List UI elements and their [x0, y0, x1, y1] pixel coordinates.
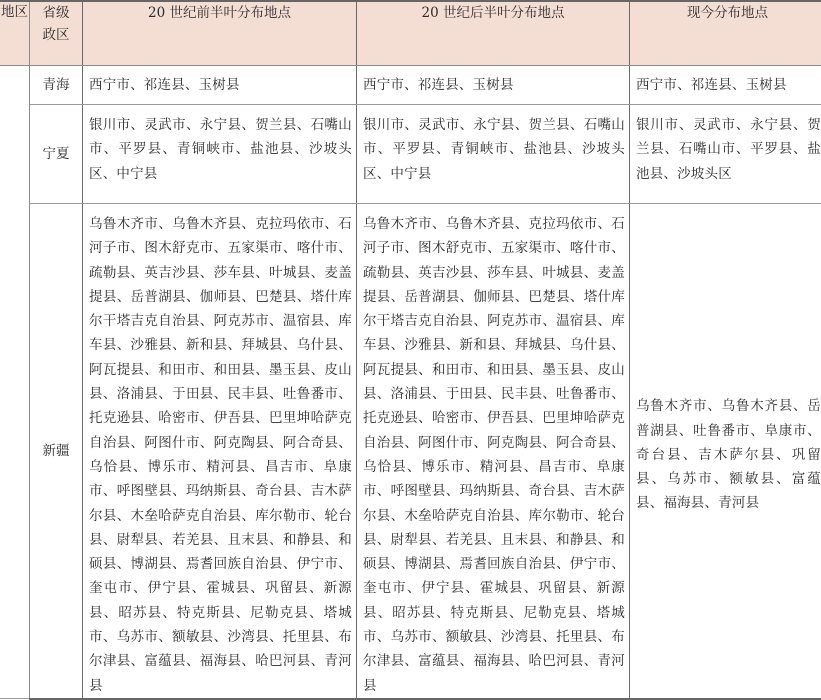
- province-cell: 新疆: [30, 204, 83, 699]
- current-cell: 西宁市、祁连县、玉树县: [630, 66, 821, 105]
- table-row: [0, 204, 821, 699]
- table-header: [0, 1, 821, 66]
- early-cell: 银川市、灵武市、永宁县、贺兰县、石嘴山市、平罗县、青铜峡市、盐池县、沙坡头区、中宁县: [83, 105, 357, 204]
- late-cell: 西宁市、祁连县、玉树县: [357, 66, 630, 105]
- header-region: 地区: [0, 1, 30, 66]
- province-cell: 宁夏: [30, 105, 83, 204]
- region-cell: [0, 66, 30, 699]
- province-cell: 青海: [30, 66, 83, 105]
- header-province-text: 省级政区: [30, 2, 82, 46]
- header-late-20th: 20 世纪后半叶分布地点: [357, 1, 630, 66]
- header-early-20th: 20 世纪前半叶分布地点: [83, 1, 357, 66]
- table-body: [0, 66, 821, 699]
- table-row: [0, 105, 821, 204]
- current-cell: 银川市、灵武市、永宁县、贺兰县、石嘴山市、平罗县、盐池县、沙坡头区: [630, 105, 821, 204]
- header-current: 现今分布地点: [630, 1, 821, 66]
- early-cell: 西宁市、祁连县、玉树县: [83, 66, 357, 105]
- table-row: [0, 66, 821, 105]
- early-cell: 乌鲁木齐市、乌鲁木齐县、克拉玛依市、石河子市、图木舒克市、五家渠市、喀什市、疏勒县、英吉沙县、莎车县、叶城县、麦盖提县、岳普湖县、伽师县、巴楚县、塔什库尔干塔吉克自治县、阿克苏市、温宿县、库车县、沙雅县、新和县、拜城县、乌什县、阿瓦提县、和田市、和田县、墨玉县、皮山县、洛浦县、于田县、民丰县、吐鲁番市、托克逊县、哈密市、伊吾县、巴里坤哈萨克自治县、阿图什市、阿克陶县、阿合奇县、乌恰县、博乐市、精河县、昌吉市、阜康市、呼图壁县、玛纳斯县、奇台县、吉木萨尔县、木垒哈萨克自治县、库尔勒市、轮台县、尉犁县、若羌县、且末县、和静县、和硕县、博湖县、焉耆回族自治县、伊宁市、奎屯市、伊宁县、霍城县、巩留县、新源县、昭苏县、特克斯县、尼勒克县、塔城市、乌苏市、额敏县、沙湾县、托里县、布尔津县、富蕴县、福海县、哈巴河县、青河县: [83, 204, 357, 699]
- late-cell: 乌鲁木齐市、乌鲁木齐县、克拉玛依市、石河子市、图木舒克市、五家渠市、喀什市、疏勒县、英吉沙县、莎车县、叶城县、麦盖提县、岳普湖县、伽师县、巴楚县、塔什库尔干塔吉克自治县、阿克苏市、温宿县、库车县、沙雅县、新和县、拜城县、乌什县、阿瓦提县、和田市、和田县、墨玉县、皮山县、洛浦县、于田县、民丰县、吐鲁番市、托克逊县、哈密市、伊吾县、巴里坤哈萨克自治县、阿图什市、阿克陶县、阿合奇县、乌恰县、博乐市、精河县、昌吉市、阜康市、呼图壁县、玛纳斯县、奇台县、吉木萨尔县、木垒哈萨克自治县、库尔勒市、轮台县、尉犁县、若羌县、且末县、和静县、和硕县、博湖县、焉耆回族自治县、伊宁市、奎屯市、伊宁县、霍城县、巩留县、新源县、昭苏县、特克斯县、尼勒克县、塔城市、乌苏市、额敏县、沙湾县、托里县、布尔津县、富蕴县、福海县、哈巴河县、青河县: [357, 204, 630, 699]
- late-cell: 银川市、灵武市、永宁县、贺兰县、石嘴山市、平罗县、青铜峡市、盐池县、沙坡头区、中宁县: [357, 105, 630, 204]
- header-row: [0, 1, 821, 66]
- current-cell: 乌鲁木齐市、乌鲁木齐县、岳普湖县、吐鲁番市、阜康市、奇台县、吉木萨尔县、巩留县、乌苏市、额敏县、富蕴县、福海县、青河县: [630, 204, 821, 699]
- header-province: [30, 1, 83, 66]
